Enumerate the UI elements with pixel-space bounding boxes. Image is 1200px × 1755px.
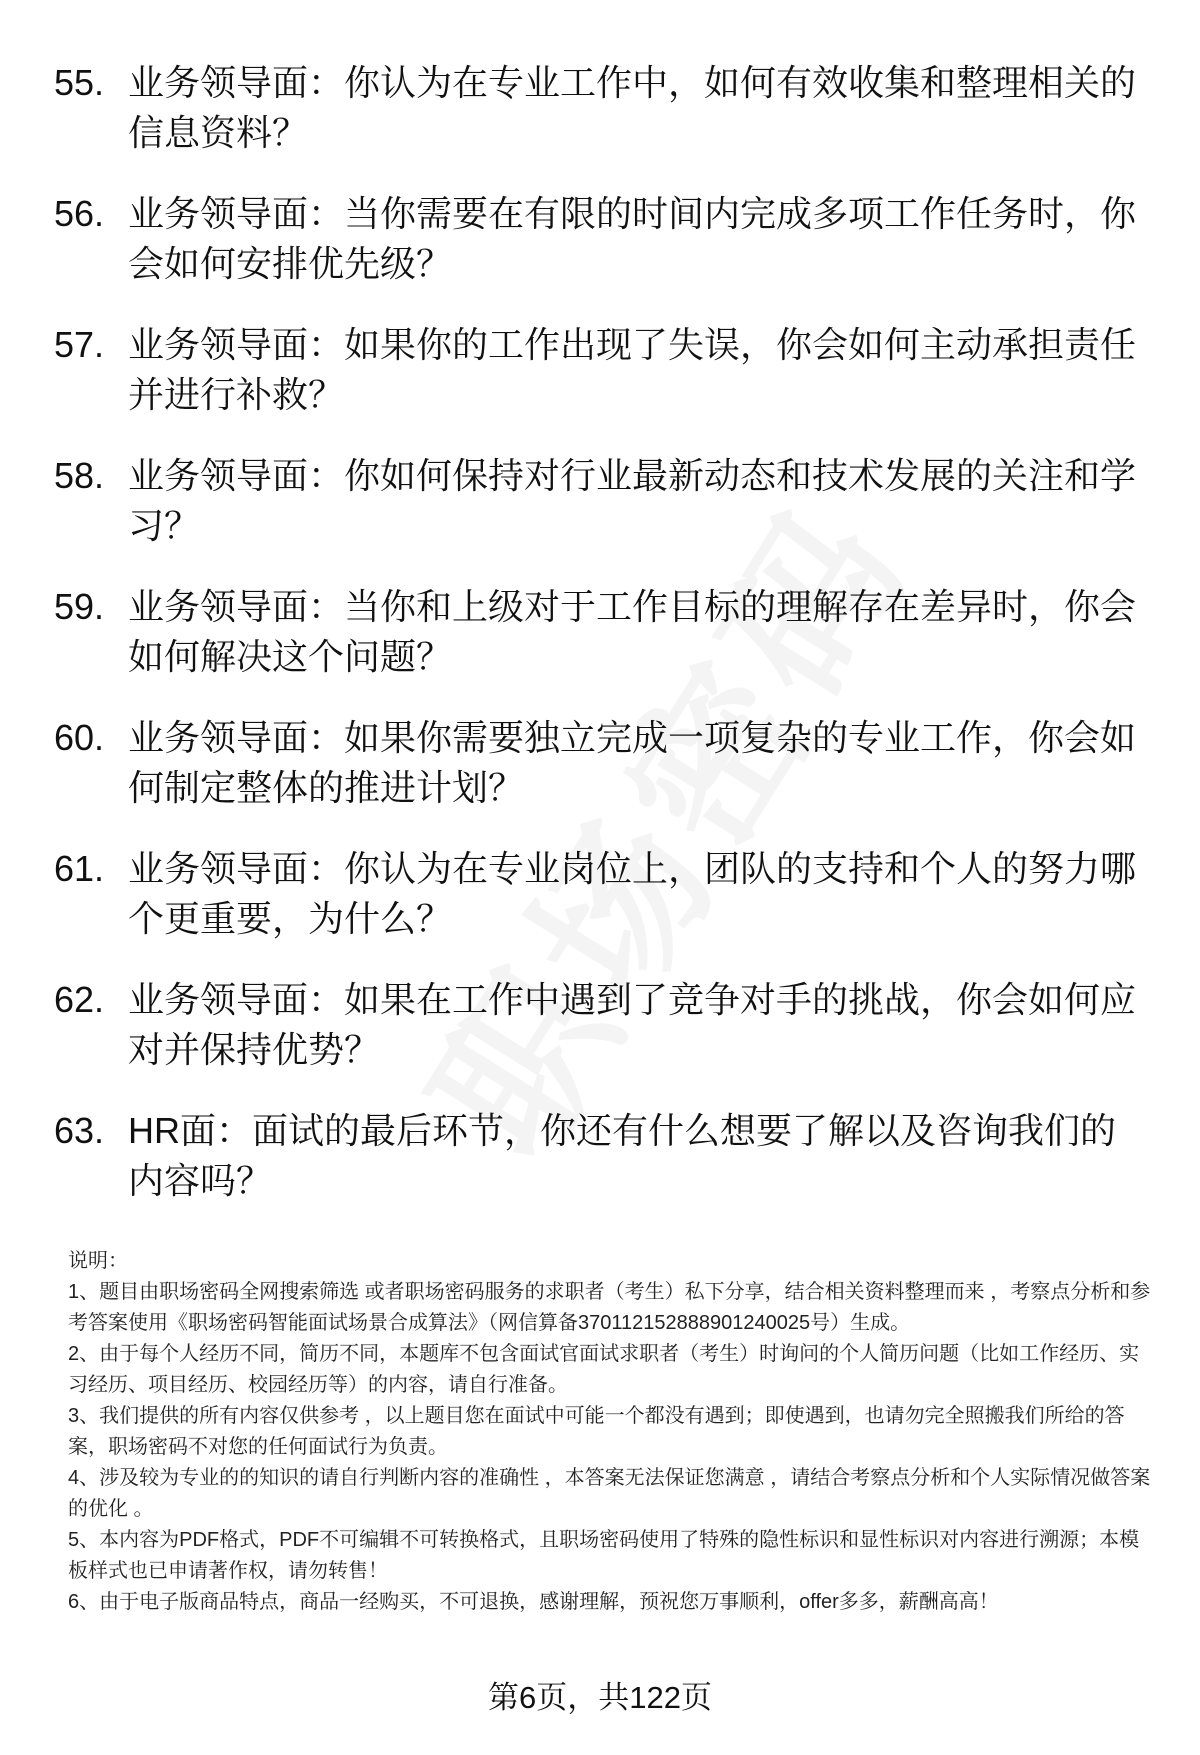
- notes-section: [68, 1246, 1158, 1618]
- question-item: [54, 320, 1154, 420]
- question-text: 业务领导面：你认为在专业工作中，如何有效收集和整理相关的信息资料？: [128, 62, 1137, 153]
- question-text: 业务领导面：如果在工作中遇到了竞争对手的挑战，你会如何应对并保持优势？: [128, 979, 1137, 1070]
- question-text: HR面：面试的最后环节，你还有什么想要了解以及咨询我们的内容吗？: [128, 1110, 1116, 1201]
- question-item: [54, 713, 1154, 813]
- question-number: 57.: [54, 324, 105, 365]
- page-number: 第6页，共122页: [488, 1680, 712, 1715]
- question-number: 56.: [54, 193, 105, 234]
- note-item: 1、题目由职场密码全网搜索筛选 或者职场密码服务的求职者（考生）私下分享，结合相关资料整理而来 ，考察点分析和参考答案使用《职场密码智能面试场景合成算法》（网信算备370112152888901240025号）生成。: [68, 1281, 1151, 1334]
- question-number: 63.: [54, 1110, 105, 1151]
- question-text: 业务领导面：当你和上级对于工作目标的理解存在差异时，你会如何解决这个问题？: [128, 586, 1137, 677]
- question-text: 业务领导面：你如何保持对行业最新动态和技术发展的关注和学习？: [128, 455, 1137, 546]
- question-item: [54, 844, 1154, 944]
- question-number: 60.: [54, 717, 105, 758]
- note-item: 2、由于每个人经历不同，简历不同，本题库不包含面试官面试求职者（考生）时询问的个人简历问题（比如工作经历、实习经历、项目经历、校园经历等）的内容，请自行准备。: [68, 1343, 1140, 1396]
- question-number: 62.: [54, 979, 105, 1020]
- question-item: [54, 58, 1154, 158]
- question-item: [54, 1106, 1154, 1206]
- note-item: 4、涉及较为专业的的知识的请自行判断内容的准确性 ，本答案无法保证您满意 ，请结合考察点分析和个人实际情况做答案的优化 。: [68, 1467, 1151, 1520]
- question-text: 业务领导面：你认为在专业岗位上，团队的支持和个人的努力哪个更重要，为什么？: [128, 848, 1137, 939]
- question-item: [54, 975, 1154, 1075]
- note-item: 3、我们提供的所有内容仅供参考 ，以上题目您在面试中可能一个都没有遇到；即使遇到，也请勿完全照搬我们所给的答案，职场密码不对您的任何面试行为负责。: [68, 1405, 1125, 1458]
- question-number: 59.: [54, 586, 105, 627]
- question-text: 业务领导面：如果你的工作出现了失误，你会如何主动承担责任并进行补救？: [128, 324, 1137, 415]
- note-item: 6、由于电子版商品特点，商品一经购买，不可退换，感谢理解，预祝您万事顺利，offer多多，薪酬高高！: [68, 1591, 999, 1613]
- notes-title: 说明：: [68, 1250, 128, 1272]
- question-number: 55.: [54, 62, 105, 103]
- question-number: 61.: [54, 848, 105, 889]
- question-item: [54, 189, 1154, 289]
- question-item: [54, 451, 1154, 551]
- note-item: 5、本内容为PDF格式，PDF不可编辑不可转换格式，且职场密码使用了特殊的隐性标识和显性标识对内容进行溯源；本模板样式也已申请著作权，请勿转售！: [68, 1529, 1140, 1582]
- question-text: 业务领导面：当你需要在有限的时间内完成多项工作任务时，你会如何安排优先级？: [128, 193, 1137, 284]
- question-item: [54, 582, 1154, 682]
- question-text: 业务领导面：如果你需要独立完成一项复杂的专业工作，你会如何制定整体的推进计划？: [128, 717, 1137, 808]
- question-list: [54, 58, 1154, 1237]
- question-number: 58.: [54, 455, 105, 496]
